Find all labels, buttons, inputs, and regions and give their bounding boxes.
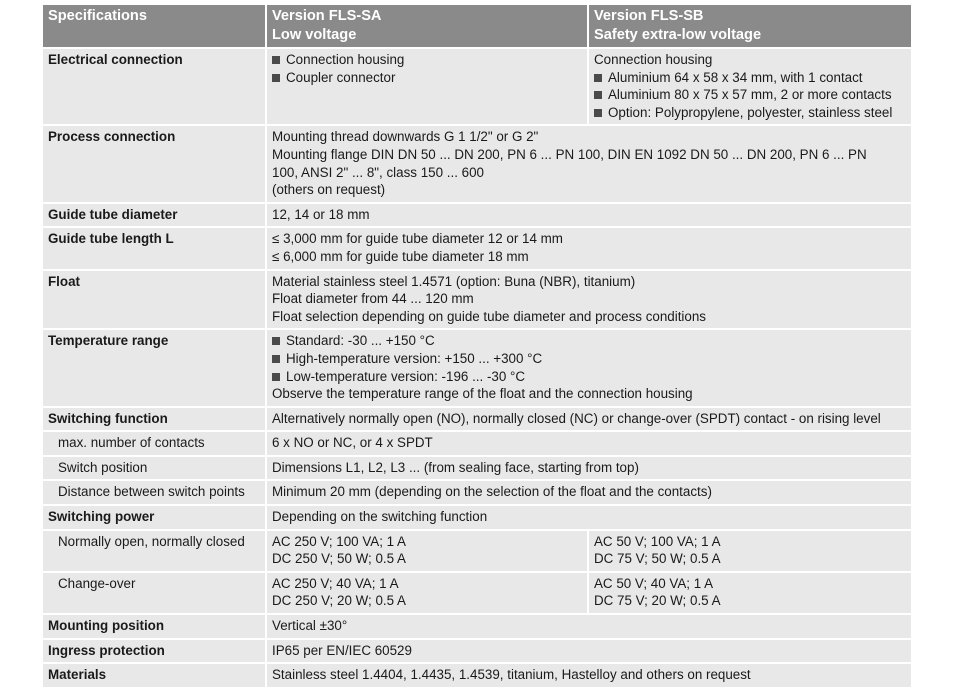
row-value: 6 x NO or NC, or 4 x SPDT (266, 431, 911, 456)
bullet-square-icon (594, 91, 602, 99)
header-sb-subtitle: Safety extra-low voltage (594, 26, 762, 43)
row-switching-power (43, 505, 911, 530)
text-line: AC 250 V; 40 VA; 1 A (272, 575, 399, 591)
guide-length-value-cell (266, 227, 911, 269)
row-electrical-connection (43, 48, 911, 125)
list-item: Low-temperature version: -196 ... -30 °C (272, 368, 906, 386)
row-label: Switching power (43, 505, 266, 530)
row-normally-open-closed (43, 530, 911, 572)
no-nc-sb-cell (588, 530, 911, 572)
row-label: Switching function (43, 407, 266, 432)
row-value: Vertical ±30° (266, 614, 911, 639)
row-ingress-protection (43, 639, 911, 664)
list-item: Coupler connector (272, 69, 582, 87)
header-specifications: Specifications (43, 5, 266, 48)
row-materials (43, 663, 911, 687)
text-line: Float diameter from 44 ... 120 mm (272, 291, 474, 307)
row-value: 12, 14 or 18 mm (266, 203, 911, 228)
bullet-square-icon (594, 109, 602, 117)
changeover-sa-cell (266, 572, 588, 614)
row-sublabel: Change-over (43, 572, 266, 614)
float-value-cell (266, 270, 911, 330)
text-line: ≤ 6,000 mm for guide tube diameter 18 mm (272, 248, 529, 264)
row-value: Depending on the switching function (266, 505, 911, 530)
text-line: DC 75 V; 20 W; 0.5 A (594, 593, 721, 609)
text-line: Material stainless steel 1.4571 (option: Buna (NBR), titanium) (272, 273, 636, 289)
header-sa-subtitle: Low voltage (272, 26, 357, 43)
electrical-sa-cell (266, 48, 588, 125)
row-sublabel: Normally open, normally closed (43, 530, 266, 572)
row-distance-switch-points (43, 480, 911, 505)
specifications-table (43, 5, 911, 687)
row-max-contacts (43, 431, 911, 456)
row-change-over (43, 572, 911, 614)
text-line: Mounting flange DIN DN 50 ... DN 200, PN 6 ... PN 100, DIN EN 1092 DN 50 ... DN 200, PN 6 ... PN (272, 146, 867, 162)
row-guide-tube-length (43, 227, 911, 269)
process-value-cell (266, 125, 911, 202)
row-temperature-range (43, 329, 911, 406)
temperature-note: Observe the temperature range of the float and the connection housing (272, 386, 693, 402)
header-version-sb (588, 5, 911, 48)
header-version-sa (266, 5, 588, 48)
list-item: Standard: -30 ... +150 °C (272, 332, 906, 350)
row-sublabel: Distance between switch points (43, 480, 266, 505)
row-value: Dimensions L1, L2, L3 ... (from sealing face, starting from top) (266, 456, 911, 481)
temperature-value-cell (266, 329, 911, 406)
spec-table-container (43, 5, 911, 687)
bullet-square-icon (594, 74, 602, 82)
text-line: ≤ 3,000 mm for guide tube diameter 12 or 14 mm (272, 231, 563, 247)
row-sublabel: max. number of contacts (43, 431, 266, 456)
row-label: Ingress protection (43, 639, 266, 664)
row-mounting-position (43, 614, 911, 639)
row-label: Guide tube diameter (43, 203, 266, 228)
row-switch-position (43, 456, 911, 481)
header-sa-title: Version FLS-SA (272, 8, 382, 24)
text-line: DC 250 V; 50 W; 0.5 A (272, 551, 406, 567)
list-item: Connection housing (272, 51, 582, 69)
electrical-sb-cell (588, 48, 911, 125)
text-line: DC 250 V; 20 W; 0.5 A (272, 593, 406, 609)
row-label: Electrical connection (43, 48, 266, 125)
bullet-square-icon (272, 74, 280, 82)
header-sb-title: Version FLS-SB (594, 8, 704, 24)
list-item: Option: Polypropylene, polyester, stainless steel (594, 104, 906, 122)
row-sublabel: Switch position (43, 456, 266, 481)
row-guide-tube-diameter (43, 203, 911, 228)
no-nc-sa-cell (266, 530, 588, 572)
row-switching-function (43, 407, 911, 432)
row-value: Minimum 20 mm (depending on the selection of the float and the contacts) (266, 480, 911, 505)
list-item: High-temperature version: +150 ... +300 °C (272, 350, 906, 368)
row-label: Materials (43, 663, 266, 687)
row-float (43, 270, 911, 330)
row-label: Guide tube length L (43, 227, 266, 269)
text-line: AC 250 V; 100 VA; 1 A (272, 533, 406, 549)
text-line: DC 75 V; 50 W; 0.5 A (594, 551, 721, 567)
changeover-sb-cell (588, 572, 911, 614)
row-label: Temperature range (43, 329, 266, 406)
list-item: Aluminium 64 x 58 x 34 mm, with 1 contact (594, 69, 906, 87)
bullet-square-icon (272, 337, 280, 345)
list-item: Aluminium 80 x 75 x 57 mm, 2 or more contacts (594, 86, 906, 104)
text-line: Mounting thread downwards G 1 1/2" or G 2" (272, 129, 539, 145)
bullet-square-icon (272, 373, 280, 381)
electrical-sb-intro: Connection housing (594, 52, 713, 67)
text-line: (others on request) (272, 182, 386, 198)
bullet-square-icon (272, 56, 280, 64)
text-line: AC 50 V; 40 VA; 1 A (594, 575, 714, 591)
row-value: Alternatively normally open (NO), normally closed (NC) or change-over (SPDT) contact - on rising level (266, 407, 911, 432)
row-label: Float (43, 270, 266, 330)
header-row (43, 5, 911, 48)
text-line: AC 50 V; 100 VA; 1 A (594, 533, 721, 549)
row-label: Mounting position (43, 614, 266, 639)
row-process-connection (43, 125, 911, 202)
row-value: IP65 per EN/IEC 60529 (266, 639, 911, 664)
row-value: Stainless steel 1.4404, 1.4435, 1.4539, titanium, Hastelloy and others on request (266, 663, 911, 687)
row-label: Process connection (43, 125, 266, 202)
text-line: 100, ANSI 2" ... 8", class 150 ... 600 (272, 164, 484, 180)
text-line: Float selection depending on guide tube diameter and process conditions (272, 308, 706, 324)
bullet-square-icon (272, 355, 280, 363)
